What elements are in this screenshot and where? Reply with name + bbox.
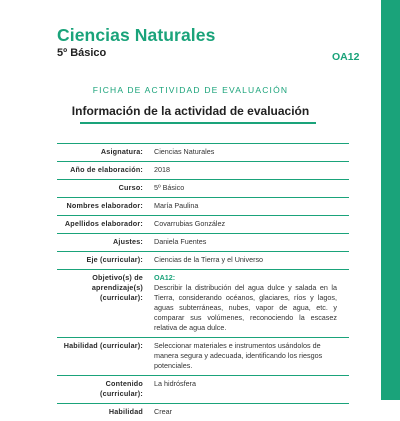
field-label: Apellidos elaborador: <box>57 216 150 234</box>
oa-tag: OA12: <box>154 273 173 283</box>
table-row <box>57 376 349 404</box>
subject-title: Ciencias Naturales <box>57 25 215 46</box>
field-value: Ciencias Naturales <box>150 144 349 162</box>
objective-text: Describir la distribución del agua dulce y salada en la Tierra, considerando océanos, glaciares, ríos y lagos, aguas subterráneas, nubes, vapor de agua, etc. y comparar sus volúmenes, reconociendo la escasez relativa de agua dulce. <box>154 283 337 333</box>
field-label: Año de elaboración: <box>57 162 150 180</box>
section-title: Información de la actividad de evaluación <box>0 104 381 118</box>
table-row <box>57 404 349 421</box>
field-value: María Paulina <box>150 198 349 216</box>
field-label: Habilidad (curricular): <box>57 338 150 376</box>
table-row <box>57 162 349 180</box>
sheet-kicker: FICHA DE ACTIVIDAD DE EVALUACIÓN <box>0 85 381 95</box>
grade-label: 5º Básico <box>57 47 106 59</box>
field-value: Seleccionar materiales e instrumentos usándolos de manera segura y adecuada, identificando los riesgos potenciales. <box>150 338 349 376</box>
field-value: 5º Básico <box>150 180 349 198</box>
table-row <box>57 252 349 270</box>
table-row <box>57 144 349 162</box>
field-value: 2018 <box>150 162 349 180</box>
field-label: Curso: <box>57 180 150 198</box>
field-value: Ciencias de la Tierra y el Universo <box>150 252 349 270</box>
field-label: Ajustes: <box>57 234 150 252</box>
table-row <box>57 216 349 234</box>
field-label: Eje (curricular): <box>57 252 150 270</box>
field-label: Asignatura: <box>57 144 150 162</box>
field-value: Daniela Fuentes <box>150 234 349 252</box>
table-row <box>57 198 349 216</box>
field-value: Covarrubias González <box>150 216 349 234</box>
field-label: Habilidad <box>57 404 150 421</box>
table-row <box>57 270 349 338</box>
table-row <box>57 234 349 252</box>
title-underline <box>80 122 316 124</box>
activity-info-table <box>57 143 349 421</box>
field-label: Nombres elaborador: <box>57 198 150 216</box>
field-value <box>150 270 349 338</box>
field-label: Objetivo(s) de aprendizaje(s) (curricular): <box>57 270 150 338</box>
field-value: Crear <box>150 404 349 421</box>
right-accent-bar <box>381 0 400 400</box>
oa-code-badge: OA12 <box>332 51 359 63</box>
field-label: Contenido (curricular): <box>57 376 150 404</box>
field-value: La hidrósfera <box>150 376 349 404</box>
table-row <box>57 338 349 376</box>
table-row <box>57 180 349 198</box>
